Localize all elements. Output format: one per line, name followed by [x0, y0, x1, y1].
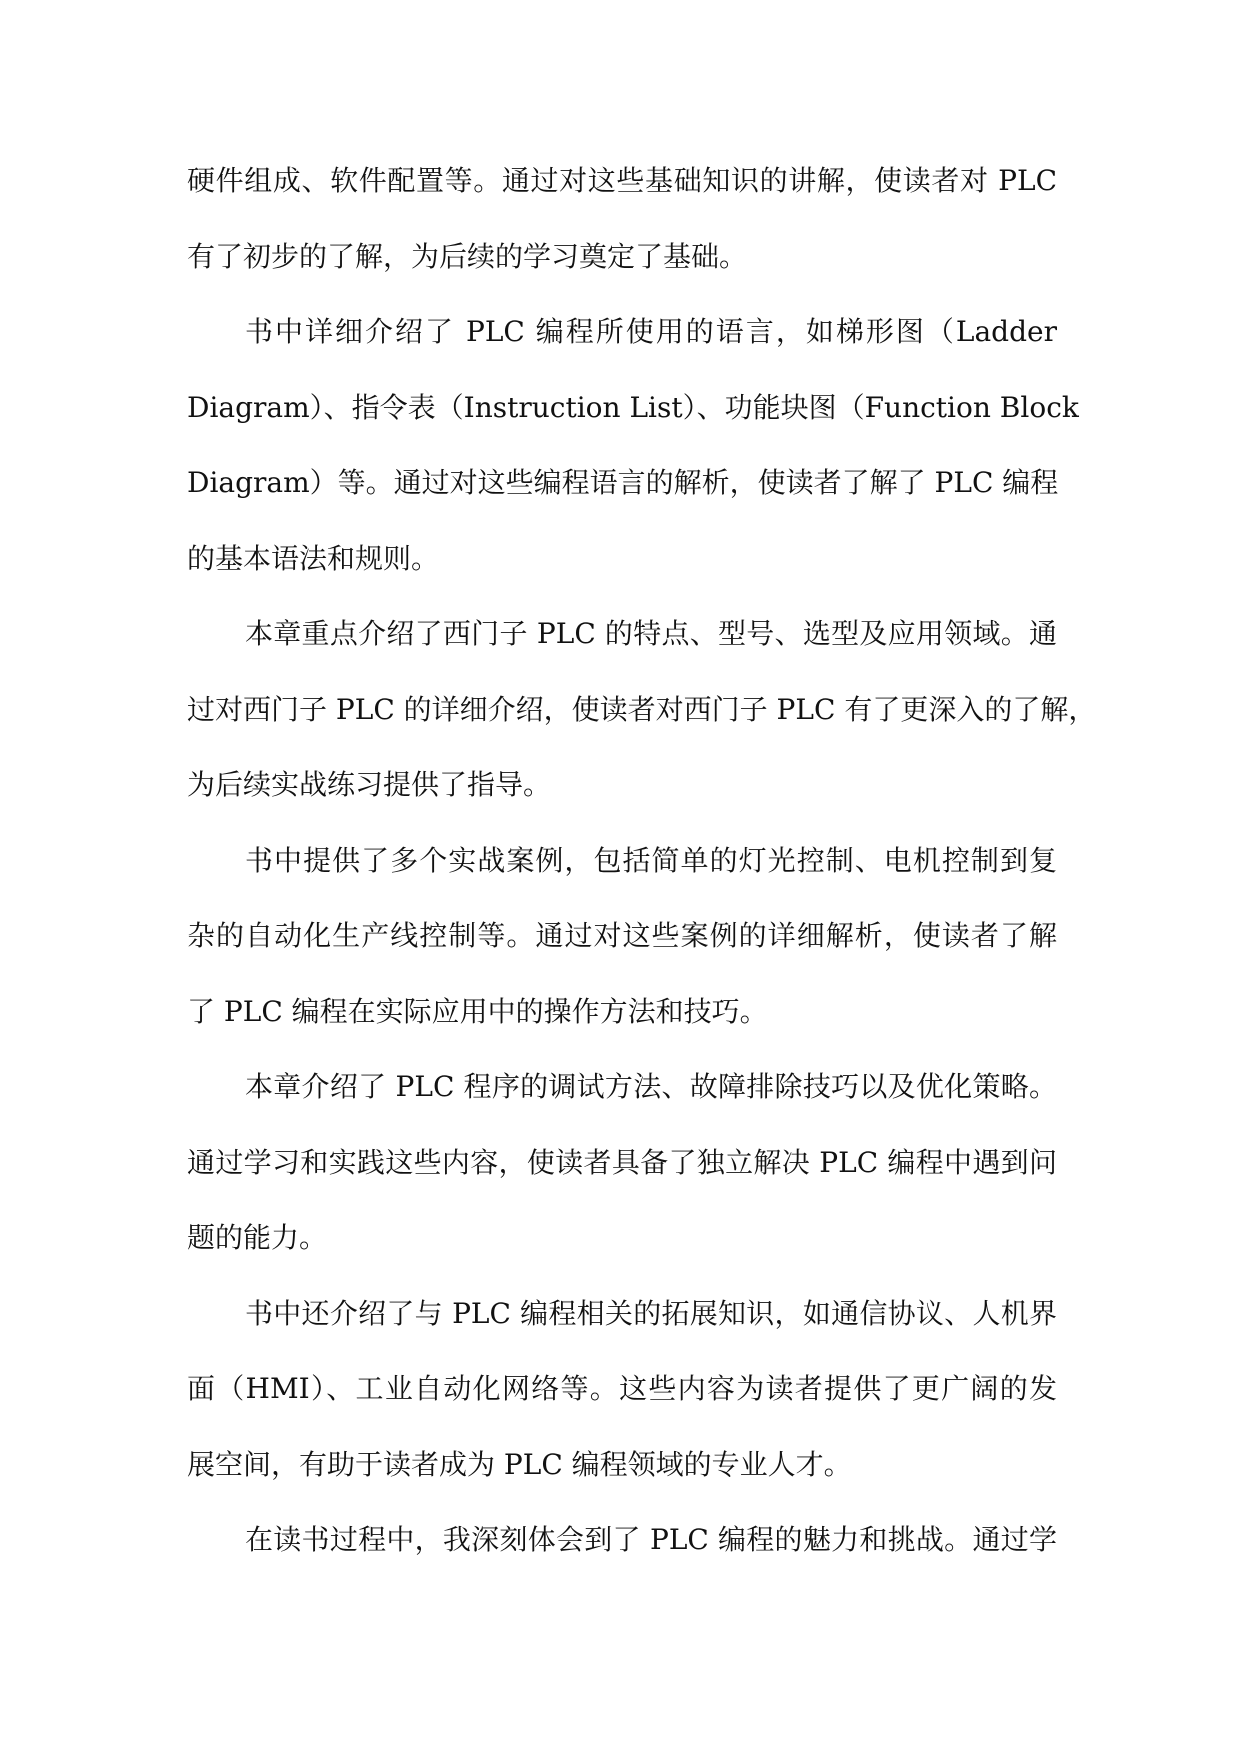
text-line: 了 PLC 编程在实际应用中的操作方法和技巧。	[187, 994, 768, 1028]
text-line: 面（HMI）、工业自动化网络等。这些内容为读者提供了更广阔的发	[187, 1372, 1057, 1405]
text-line: 书中详细介绍了 PLC 编程所使用的语言，如梯形图（Ladder	[245, 315, 1057, 348]
text-line: 在读书过程中，我深刻体会到了 PLC 编程的魅力和挑战。通过学	[245, 1523, 1057, 1556]
body-text	[187, 143, 1097, 1578]
text-line: 展空间，有助于读者成为 PLC 编程领域的专业人才。	[187, 1447, 852, 1481]
text-line: 书中提供了多个实战案例，包括简单的灯光控制、电机控制到复	[245, 843, 1057, 877]
text-line: 有了初步的了解，为后续的学习奠定了基础。	[187, 239, 748, 273]
text-line: 书中还介绍了与 PLC 编程相关的拓展知识，如通信协议、人机界	[245, 1296, 1057, 1330]
text-line: 本章重点介绍了西门子 PLC 的特点、型号、选型及应用领域。通	[245, 617, 1057, 650]
text-line: 硬件组成、软件配置等。通过对这些基础知识的讲解，使读者对 PLC	[187, 164, 1057, 197]
text-line: 过对西门子 PLC 的详细介绍，使读者对西门子 PLC 有了更深入的了解，	[187, 692, 1097, 726]
text-line: 为后续实战练习提供了指导。	[187, 768, 552, 801]
text-line: 杂的自动化生产线控制等。通过对这些案例的详细解析，使读者了解	[187, 919, 1057, 952]
text-line: Diagram）、指令表（Instruction List）、功能块图（Function Block	[187, 390, 1079, 424]
text-line: 本章介绍了 PLC 程序的调试方法、故障排除技巧以及优化策略。	[245, 1070, 1057, 1103]
text-line: Diagram）等。通过对这些编程语言的解析，使读者了解了 PLC 编程	[187, 466, 1059, 499]
text-line: 的基本语法和规则。	[187, 541, 440, 575]
text-line: 题的能力。	[187, 1221, 328, 1254]
text-line: 通过学习和实践这些内容，使读者具备了独立解决 PLC 编程中遇到问	[187, 1145, 1057, 1179]
